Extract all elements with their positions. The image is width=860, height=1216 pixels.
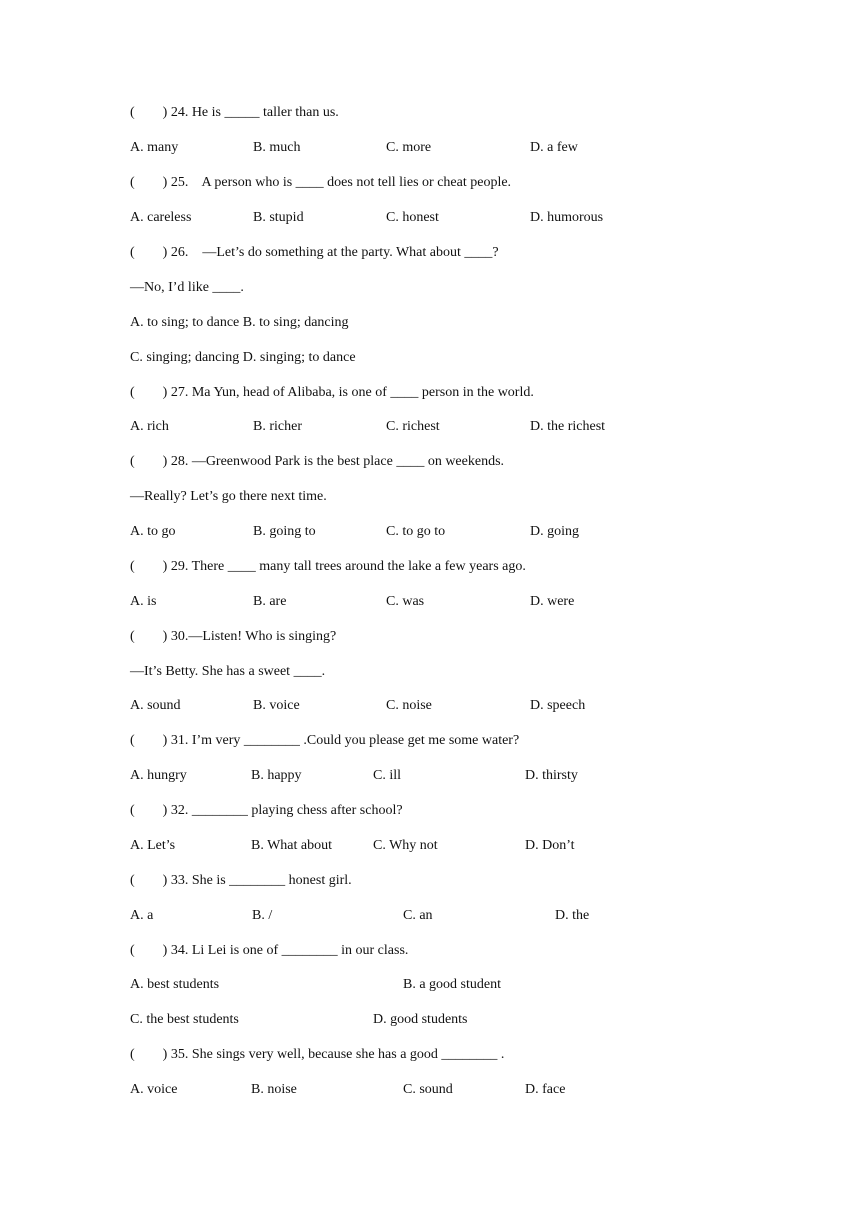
option-30b: B. voice xyxy=(253,698,300,713)
option-29c: C. was xyxy=(386,594,425,609)
option-34c: C. the best students xyxy=(130,1012,239,1027)
option-24b: B. much xyxy=(253,140,301,155)
question-27: ( ) 27. Ma Yun, head of Alibaba, is one of ____ person in the world. xyxy=(130,385,534,400)
option-35a: A. voice xyxy=(130,1082,178,1097)
option-30c: C. noise xyxy=(386,698,432,713)
question-28-reply: —Really? Let’s go there next time. xyxy=(130,489,327,504)
option-25b: B. stupid xyxy=(253,210,304,225)
option-32d: D. Don’t xyxy=(525,838,575,853)
question-30: ( ) 30.—Listen! Who is singing? xyxy=(130,629,337,644)
option-34b: B. a good student xyxy=(403,977,501,992)
option-28d: D. going xyxy=(530,524,579,539)
question-24: ( ) 24. He is _____ taller than us. xyxy=(130,105,339,120)
option-33c: C. an xyxy=(403,908,433,923)
option-35c: C. sound xyxy=(403,1082,453,1097)
question-32: ( ) 32. ________ playing chess after school? xyxy=(130,803,403,818)
options-26-ab: A. to sing; to dance B. to sing; dancing xyxy=(130,315,349,330)
question-26: ( ) 26. —Let’s do something at the party. What about ____? xyxy=(130,245,499,260)
option-30a: A. sound xyxy=(130,698,181,713)
question-34: ( ) 34. Li Lei is one of ________ in our class. xyxy=(130,943,409,958)
option-29a: A. is xyxy=(130,594,157,609)
option-25a: A. careless xyxy=(130,210,192,225)
option-28b: B. going to xyxy=(253,524,316,539)
option-24a: A. many xyxy=(130,140,179,155)
question-31: ( ) 31. I’m very ________ .Could you please get me some water? xyxy=(130,733,520,748)
option-31c: C. ill xyxy=(373,768,402,783)
option-24c: C. more xyxy=(386,140,432,155)
option-32c: C. Why not xyxy=(373,838,438,853)
option-34a: A. best students xyxy=(130,977,220,992)
option-34d: D. good students xyxy=(373,1012,468,1027)
question-30-reply: —It’s Betty. She has a sweet ____. xyxy=(130,664,326,679)
option-29b: B. are xyxy=(253,594,287,609)
question-35: ( ) 35. She sings very well, because she has a good ________ . xyxy=(130,1047,505,1062)
option-25c: C. honest xyxy=(386,210,439,225)
question-29: ( ) 29. There ____ many tall trees around the lake a few years ago. xyxy=(130,559,526,574)
option-33a: A. a xyxy=(130,908,154,923)
option-28c: C. to go to xyxy=(386,524,446,539)
question-26-reply: —No, I’d like ____. xyxy=(130,280,244,295)
options-26-cd: C. singing; dancing D. singing; to dance xyxy=(130,350,356,365)
question-33: ( ) 33. She is ________ honest girl. xyxy=(130,873,352,888)
option-31d: D. thirsty xyxy=(525,768,578,783)
option-27d: D. the richest xyxy=(530,419,606,434)
question-25: ( ) 25. A person who is ____ does not tell lies or cheat people. xyxy=(130,175,512,190)
option-35b: B. noise xyxy=(251,1082,297,1097)
option-24d: D. a few xyxy=(530,140,578,155)
option-27a: A. rich xyxy=(130,419,169,434)
option-32b: B. What about xyxy=(251,838,333,853)
option-30d: D. speech xyxy=(530,698,586,713)
option-27c: C. richest xyxy=(386,419,440,434)
option-31a: A. hungry xyxy=(130,768,187,783)
option-28a: A. to go xyxy=(130,524,176,539)
option-32a: A. Let’s xyxy=(130,838,176,853)
option-33b: B. / xyxy=(252,908,273,923)
question-28: ( ) 28. —Greenwood Park is the best place ____ on weekends. xyxy=(130,454,505,469)
option-27b: B. richer xyxy=(253,419,302,434)
option-33d: D. the xyxy=(555,908,590,923)
option-31b: B. happy xyxy=(251,768,302,783)
option-29d: D. were xyxy=(530,594,575,609)
option-35d: D. face xyxy=(525,1082,566,1097)
option-25d: D. humorous xyxy=(530,210,604,225)
